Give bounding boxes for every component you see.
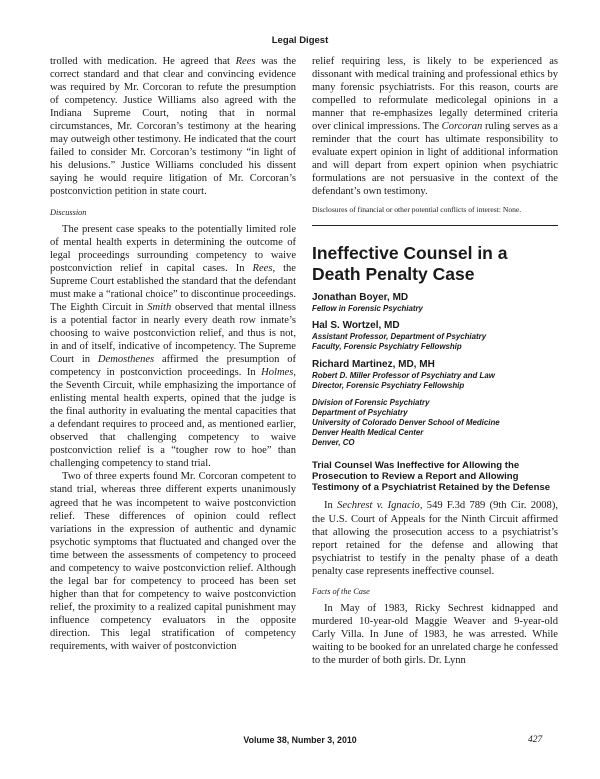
department-line: University of Colorado Denver School of Medicine (312, 417, 500, 427)
italic-text: Corcoran (441, 121, 483, 133)
paragraph: The present case speaks to the potentially limited role of mental health experts in determining the outcome of legal proceedings surrounding competency to waive postconviction relief in capital cases. In Rees, the Supreme Court established the standard that the defendant must make a “rational choice” to discontinue proceedings. The Eighth Circuit in Smith observed that mental illness is a potential factor in nearly every death row inmate’s choosing to waive postconviction relief, and thus is not, in and of itself, indicative of incompetency. The Supreme Court in Demosthenes affirmed the presumption of competency in postconviction proceedings. In Holmes, the Seventh Circuit, while emphasizing the importance of enlisting mental health experts, opined that the judge is the final authority in evaluating the mental capacities that a defendant requires to proceed and, as mentioned earlier, observed that challenging competency to waive postconviction relief is a “tougher row to hoe” than challenging competency to stand trial. (50, 223, 297, 470)
disclosure-note: Disclosures of financial or other potential conflicts of interest: None. (312, 204, 522, 214)
paragraph: Two of three experts found Mr. Corcoran competent to stand trial, whereas three different experts unanimously agreed that he was incompetent to waive postconviction relief. These differences of opinion could reflect variations in the expression of authentic and dynamic psychotic symptoms that fluctuated and changed over the time between the assessments of competency to proceed and competency to waive postconviction relief. Although the legal bar for competency to proceed has been set higher than that for competency to waive postconviction relief, the proximity to a realized capital punishment may influence competency evaluators in the opposite direction. This legal stratification of competency requirements, with waiver of postconviction (50, 471, 296, 653)
department-line: Denver Health Medical Center (312, 427, 424, 437)
author-affiliation (312, 371, 558, 391)
italic-text: Rees (235, 56, 256, 67)
author-affiliation (312, 332, 558, 352)
affiliation-line: Robert D. Miller Professor of Psychiatry and Law (312, 371, 495, 381)
volume-footer: Volume 38, Number 3, 2010 (243, 735, 357, 745)
paragraph: trolled with medication. He agreed that Rees was the correct standard and that clear and convincing evidence was required by Mr. Corcoran to refute the presumption of competency. Justice Williams also agreed with the Indiana Supreme Court, noting that in normal circumstances, Mr. Corcoran’s testimony at the hearing may outweigh other testimony. He indicated that the court failed to consider Mr. Corcoran’s testimony “in light of his delusions.” Justice Williams concluded his dissent saying he would require litigation of Mr. Corcoran’s postconviction petition in state court. (50, 56, 296, 198)
department-block (312, 398, 558, 448)
author-name: Hal S. Wortzel, MD (312, 320, 400, 332)
section-heading-discussion: Discussion (50, 207, 87, 217)
article-title: Ineffective Counsel in a Death Penalty Case (312, 242, 508, 284)
left-column (50, 55, 296, 653)
italic-text: Demosthenes (97, 353, 155, 365)
right-column (312, 55, 558, 667)
section-divider (312, 225, 558, 226)
author-name: Jonathan Boyer, MD (312, 291, 409, 303)
affiliation-line: Director, Forensic Psychiatry Fellowship (312, 381, 465, 391)
article-subheading: Trial Counsel Was Ineffective for Allowing the Prosecution to Review a Report and Allowing Testimony of a Psychiatrist Retained by the Defense (312, 459, 551, 494)
italic-text: Holmes (261, 367, 294, 379)
page-number: 427 (528, 735, 543, 745)
paragraph: relief requiring less, is likely to be experienced as dissonant with medical training and professional ethics by many forensic psychiatrists. For this reason, courts are compelled to reformulate medicolegal opinions in a manner that re-emphasizes legally determined criteria over clinical impressions. The Corcoran ruling serves as a reminder that the court has ultimate responsibility to evaluate expert opinion in light of additional information and will depart from expert opinion when psychiatric formulations are not persuasive in the context of the defendant’s own testimony. (312, 56, 558, 198)
italic-text: Smith (147, 301, 172, 313)
italic-text: Rees (252, 262, 273, 274)
author-list (312, 292, 558, 392)
department-line: Department of Psychiatry (312, 407, 408, 417)
section-heading-facts: Facts of the Case (312, 586, 370, 596)
paragraph: In Sechrest v. Ignacio, 549 F.3d 789 (9th Cir. 2008), the U.S. Court of Appeals for the Ninth Circuit affirmed that allowing the prosecution access to a psychiatrist’s report retained for the defense and allowing that psychiatrist to testify in the penalty phase of a death penalty case represents ineffective counsel. (312, 500, 558, 577)
affiliation-line: Fellow in Forensic Psychiatry (312, 303, 423, 313)
affiliation-line: Faculty, Forensic Psychiatry Fellowship (312, 342, 462, 352)
running-header: Legal Digest (271, 35, 329, 46)
paragraph: In May of 1983, Ricky Sechrest kidnapped and murdered 10-year-old Maggie Weaver and 9-year-old Carly Villa. In June of 1983, he was arrested. While waiting to be booked for an unrelated charge he confessed to the murder of both girls. Dr. Lynn (312, 602, 558, 666)
author-name: Richard Martinez, MD, MH (312, 359, 435, 371)
author-affiliation (312, 304, 558, 314)
department-line: Division of Forensic Psychiatry (312, 398, 430, 408)
affiliation-line: Assistant Professor, Department of Psychiatry (312, 332, 487, 342)
department-line: Denver, CO (312, 437, 355, 447)
italic-text: Sechrest v. Ignacio (337, 500, 420, 512)
